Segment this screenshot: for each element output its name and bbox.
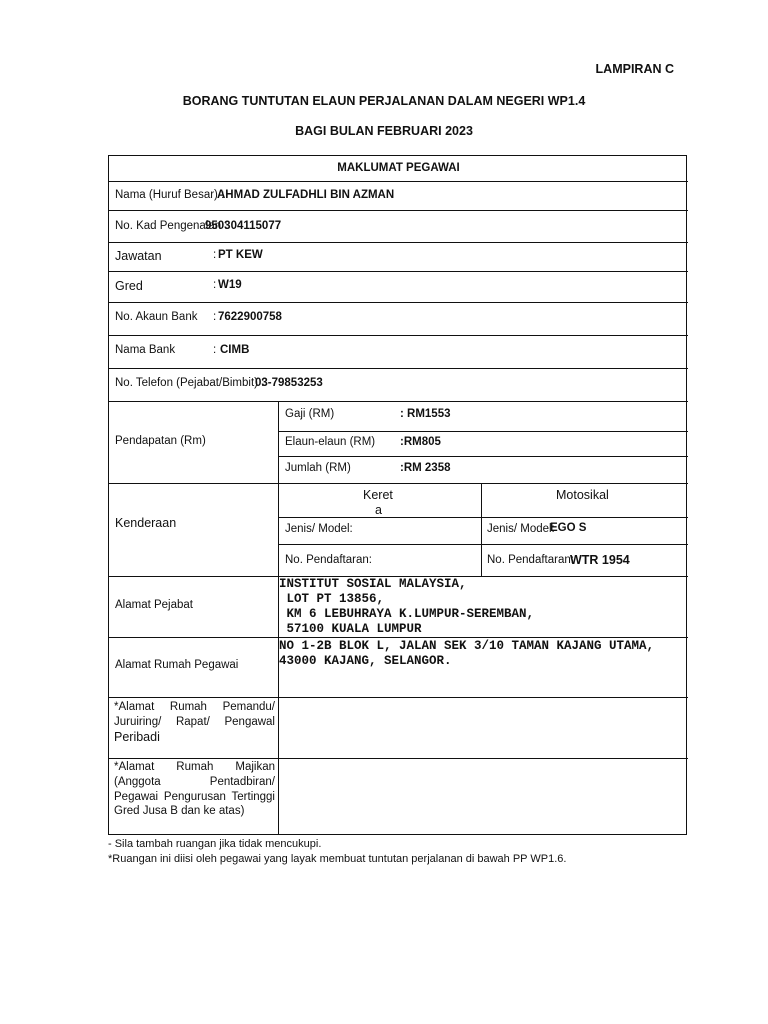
nama-value: AHMAD ZULFADHLI BIN AZMAN [217, 189, 395, 201]
kereta-header-line1: Keret [363, 488, 393, 502]
moto-jenis-value: EGO S [550, 522, 587, 534]
alamat-pejabat-line3: KM 6 LEBUHRAYA K.LUMPUR-SEREMBAN, [279, 607, 535, 621]
akaun-value: 7622900758 [218, 311, 282, 323]
pendapatan-label: Pendapatan (Rm) [115, 435, 206, 447]
bank-colon: : [213, 344, 217, 356]
moto-daftar-value: WTR 1954 [570, 553, 630, 567]
majikan-line2: (Anggota Pentadbiran/ [114, 776, 275, 788]
moto-daftar-label: No. Pendaftaran: [487, 554, 574, 566]
elaun-label: Elaun-elaun (RM) [285, 436, 376, 448]
jawatan-colon: : [213, 249, 217, 261]
jumlah-label: Jumlah (RM) [285, 462, 351, 474]
kad-value: 950304115077 [205, 220, 282, 232]
gaji-value: : RM1553 [400, 408, 451, 420]
jawatan-value: PT KEW [218, 249, 263, 261]
kereta-header-line2: a [375, 503, 382, 517]
alamat-pejabat-line4: 57100 KUALA LUMPUR [279, 622, 422, 636]
alamat-rumah-label: Alamat Rumah Pegawai [115, 659, 239, 671]
alamat-pejabat-line1: INSTITUT SOSIAL MALAYSIA, [279, 577, 467, 591]
akaun-colon: : [213, 311, 217, 323]
bank-value: CIMB [220, 344, 250, 356]
akaun-label: No. Akaun Bank [115, 311, 198, 323]
kad-label: No. Kad Pengenalan : [115, 220, 228, 232]
telefon-label: No. Telefon (Pejabat/Bimbit) : [115, 377, 265, 389]
note-tambah-ruangan: - Sila tambah ruangan jika tidak mencukupi. [108, 838, 322, 850]
gred-value: W19 [218, 279, 242, 291]
majikan-line1: *Alamat Rumah Majikan [114, 761, 275, 773]
moto-jenis-label: Jenis/ Model: [487, 523, 555, 535]
kereta-daftar-label: No. Pendaftaran: [285, 554, 372, 566]
elaun-value: :RM805 [400, 436, 441, 448]
bank-label: Nama Bank [115, 344, 176, 356]
form-subtitle: BAGI BULAN FEBRUARI 2023 [295, 124, 473, 138]
telefon-value: 03-79853253 [255, 377, 323, 389]
pemandu-line2: Juruiring/ Rapat/ Pengawal [114, 716, 275, 728]
alamat-pejabat-line2: LOT PT 13856, [279, 592, 385, 606]
note-ruangan-diisi: *Ruangan ini diisi oleh pegawai yang layak membuat tuntutan perjalanan di bawah PP WP1.6. [108, 853, 567, 865]
motosikal-header: Motosikal [556, 488, 609, 502]
majikan-line4: Gred Jusa B dan ke atas) [114, 805, 245, 817]
kenderaan-label: Kenderaan [115, 516, 177, 530]
form-title: BORANG TUNTUTAN ELAUN PERJALANAN DALAM NEGERI WP1.4 [182, 94, 586, 108]
section-title: MAKLUMAT PEGAWAI [337, 162, 460, 174]
jumlah-value: :RM 2358 [400, 462, 451, 474]
kereta-jenis-label: Jenis/ Model: [285, 523, 353, 535]
gaji-label: Gaji (RM) [285, 408, 335, 420]
officer-info-form [108, 155, 687, 835]
gred-colon: : [213, 279, 217, 291]
alamat-rumah-line2: 43000 KAJANG, SELANGOR. [279, 654, 452, 668]
majikan-line3: Pegawai Pengurusan Tertinggi [114, 791, 275, 803]
gred-label: Gred [115, 279, 143, 293]
pemandu-line3: Peribadi [114, 730, 160, 744]
alamat-pejabat-label: Alamat Pejabat [115, 599, 193, 611]
pemandu-line1: *Alamat Rumah Pemandu/ [114, 701, 275, 713]
jawatan-label: Jawatan [115, 249, 162, 263]
alamat-rumah-line1: NO 1-2B BLOK L, JALAN SEK 3/10 TAMAN KAJANG UTAMA, [279, 639, 655, 653]
nama-label: Nama (Huruf Besar) : [115, 189, 225, 201]
lampiran-label: LAMPIRAN C [595, 62, 674, 76]
